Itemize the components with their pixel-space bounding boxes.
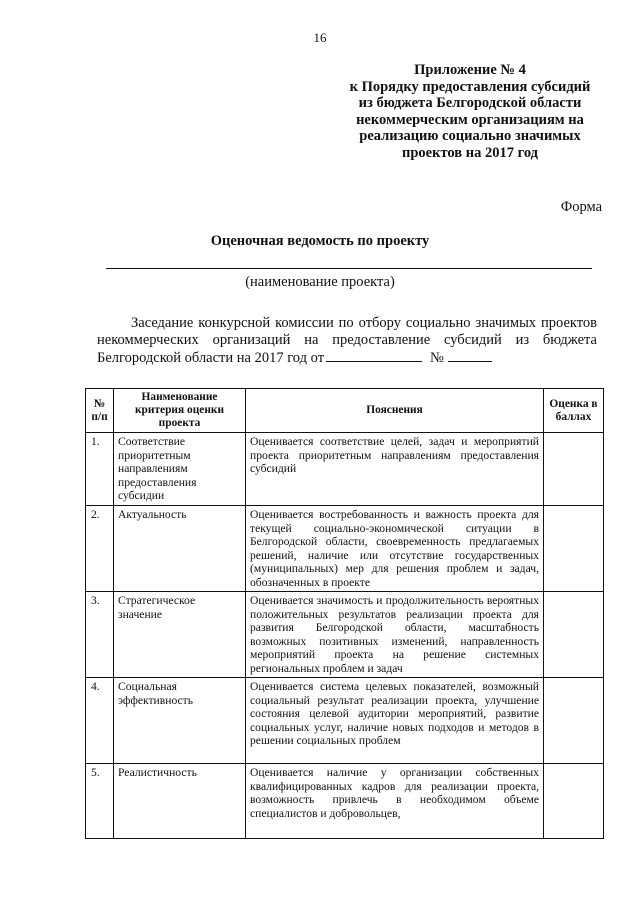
row-score xyxy=(544,433,604,506)
row-notes: Оценивается востребованность и важность проекта для текущей социально-экономической ситуации в Белгородской области, своевременность предлагаемых решений, наличие или отсутствие государственных (муниципальных) мер для решения проблем и задач, обозначенных в проекте xyxy=(246,506,544,592)
row-num: 1. xyxy=(86,433,114,506)
number-sign: № xyxy=(430,350,444,366)
header-score: Оценка в баллах xyxy=(544,389,604,433)
project-name-line xyxy=(106,268,592,269)
row-score xyxy=(544,678,604,764)
table-row xyxy=(86,678,604,764)
row-criterion: Социальная эффективность xyxy=(114,678,246,764)
number-blank xyxy=(448,349,492,362)
row-score xyxy=(544,592,604,678)
table-row xyxy=(86,592,604,678)
row-criterion: Реалистичность xyxy=(114,764,246,839)
row-criterion: Соответствие приоритетным направлениям предоставления субсидии xyxy=(114,433,246,506)
row-num: 4. xyxy=(86,678,114,764)
header-notes: Пояснения xyxy=(246,389,544,433)
row-notes: Оценивается соответствие целей, задач и мероприятий проекта приоритетным направлениям предоставления субсидий xyxy=(246,433,544,506)
form-label: Форма xyxy=(560,199,602,215)
table-header-row xyxy=(86,389,604,433)
appendix-line: некоммерческим организациям на xyxy=(356,111,584,128)
row-num: 3. xyxy=(86,592,114,678)
row-score xyxy=(544,506,604,592)
table-row xyxy=(86,764,604,839)
row-score xyxy=(544,764,604,839)
appendix-line: реализацию социально значимых xyxy=(359,128,581,144)
appendix-line: Приложение № 4 xyxy=(414,62,526,78)
row-notes: Оценивается значимость и продолжительность вероятных положительных результатов реализации проекта для развития Белгородской области, масштабность возможных позитивных изменений, направленность мероприятий проекта на решение системных региональных проблем и задач xyxy=(246,592,544,678)
row-notes: Оценивается наличие у организации собственных квалифицированных кадров для реализации проекта, возможность привлечь в необходимом объеме специалистов и добровольцев, xyxy=(246,764,544,839)
table-row xyxy=(86,433,604,506)
date-blank xyxy=(326,349,422,362)
intro-text: Заседание конкурсной комиссии по отбору социально значимых проектов некоммерческих организаций на предоставление субсидий из бюджета Белгородской области на 2017 год от xyxy=(97,315,597,366)
intro-paragraph xyxy=(97,315,597,367)
row-criterion: Стратегическое значение xyxy=(114,592,246,678)
row-notes: Оценивается система целевых показателей, возможный социальный результат реализации проекта, улучшение состояния целевой аудитории мероприятий, развитие социальных услуг, наличие новых подходов и методов в решении социальных проблем xyxy=(246,678,544,764)
appendix-line: проектов на 2017 год xyxy=(402,144,538,161)
project-name-caption: (наименование проекта) xyxy=(245,274,395,290)
header-criterion: Наименование критерия оценки проекта xyxy=(114,389,246,433)
header-num: № п/п xyxy=(86,389,114,433)
row-num: 5. xyxy=(86,764,114,839)
row-num: 2. xyxy=(86,506,114,592)
appendix-header xyxy=(300,62,640,161)
table-row xyxy=(86,506,604,592)
appendix-line: к Порядку предоставления субсидий xyxy=(349,78,591,95)
row-criterion: Актуальность xyxy=(114,506,246,592)
evaluation-table xyxy=(85,388,604,839)
page-number: 16 xyxy=(313,30,327,45)
appendix-line: из бюджета Белгородской области xyxy=(358,95,582,111)
document-title: Оценочная ведомость по проекту xyxy=(210,233,430,249)
